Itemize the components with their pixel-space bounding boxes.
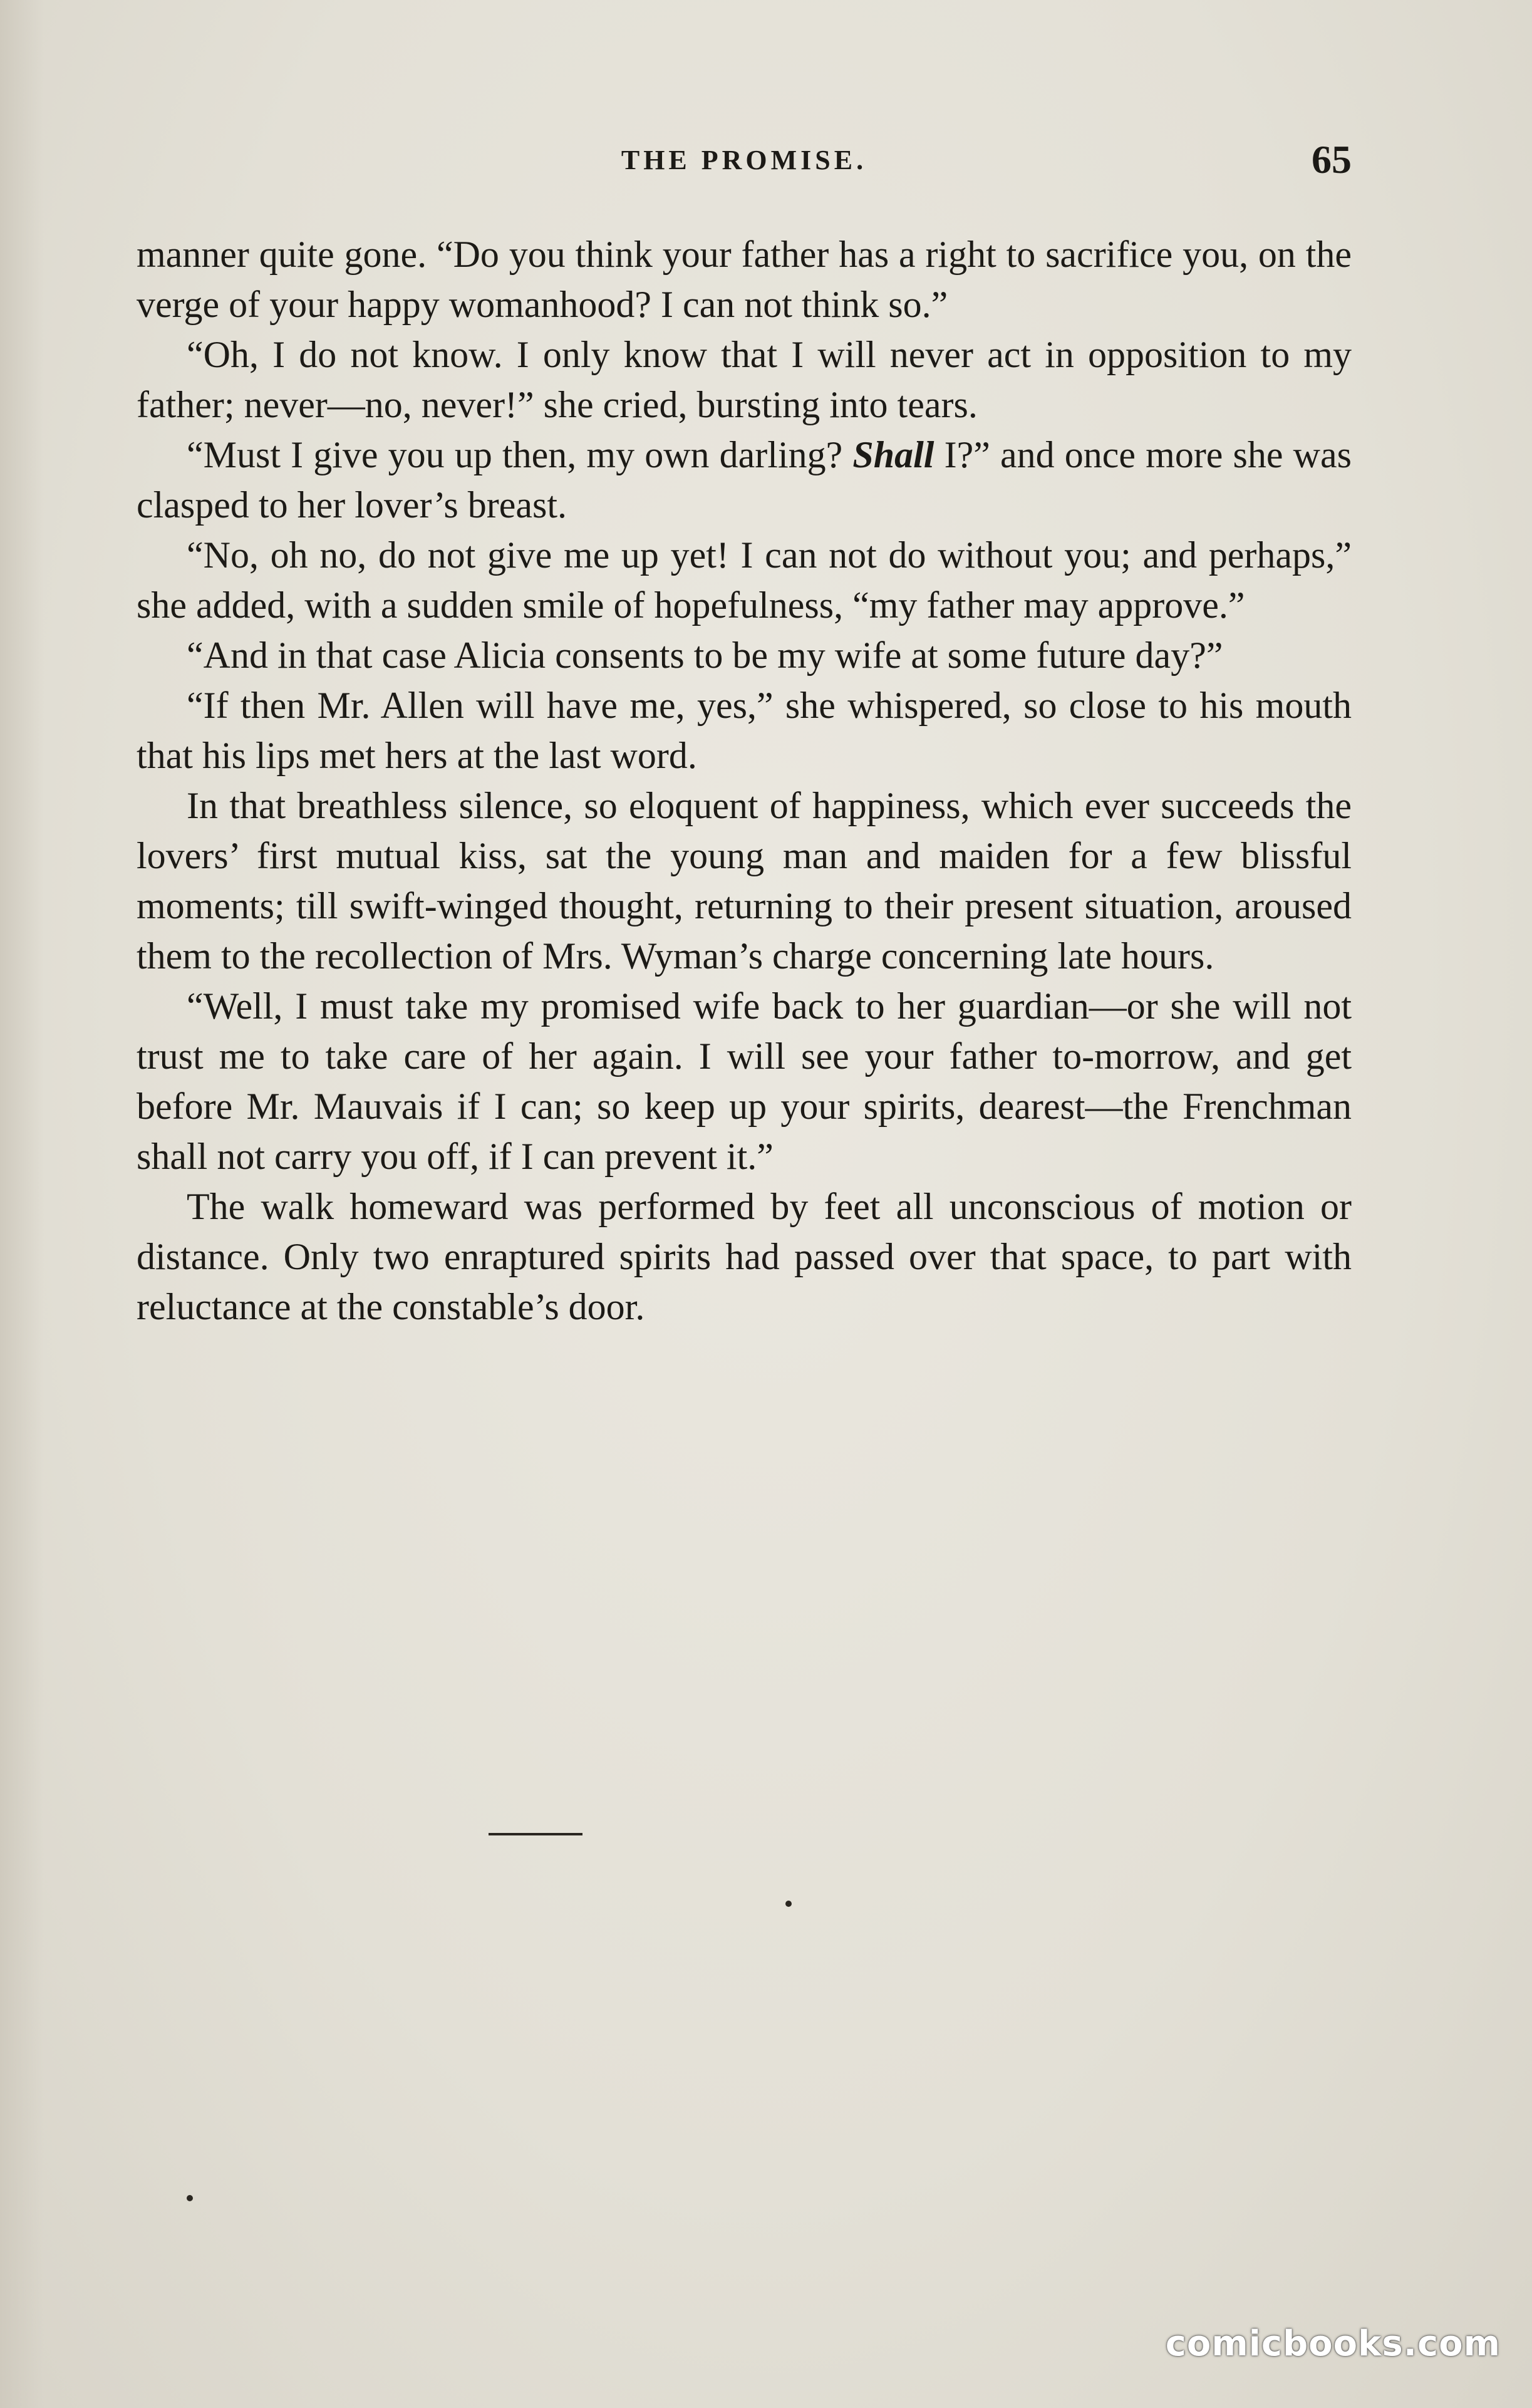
ink-speck [187, 2195, 193, 2201]
paragraph: “Oh, I do not know. I only know that I will never act in opposition to my father; never—no, never!” she cried, bursting into tears. [137, 334, 1352, 425]
emphasized-word: Shall [852, 434, 934, 475]
paragraph: The walk homeward was performed by feet all unconscious of motion or distance. Only two enraptured spirits had passed over that space, to part with reluctance at the constable’s door. [137, 1186, 1352, 1327]
paragraph: “Well, I must take my promised wife back to her guardian—or she will not trust me to take care of her again. I will see your father to-morrow, and get before Mr. Mauvais if I can; so keep up your spirits, dearest—the Frenchman shall not carry you off, if I can prevent it.” [137, 985, 1352, 1177]
ink-speck [785, 1901, 792, 1907]
paragraph [137, 430, 1352, 530]
paragraph-text: I?” and once more she was clasped to her lover’s breast. [137, 434, 1352, 526]
paragraph: “If then Mr. Allen will have me, yes,” she whispered, so close to his mouth that his lips met hers at the last word. [137, 685, 1352, 776]
section-end-rule [489, 1833, 582, 1835]
paragraph: “No, oh no, do not give me up yet! I can not do without you; and perhaps,” she added, with a sudden smile of hopefulness, “my father may approve.” [137, 534, 1352, 626]
page-number: 65 [1312, 137, 1352, 182]
body-text [137, 229, 1352, 1332]
running-head [137, 132, 1352, 194]
paragraph: manner quite gone. “Do you think your father has a right to sacrifice you, on the verge of your happy womanhood? I can not think so.” [137, 234, 1352, 325]
watermark-text: comicbooks.com [1165, 2323, 1501, 2364]
page-gutter-shadow [0, 0, 44, 2408]
paragraph: “And in that case Alicia consents to be my wife at some future day?” [187, 635, 1223, 676]
paragraph-text: “Must I give you up then, my own darling? [187, 434, 853, 475]
running-title: THE PROMISE. [621, 145, 867, 175]
paragraph: In that breathless silence, so eloquent of happiness, which ever succeeds the lovers’ first mutual kiss, sat the young man and maiden for a few blissful moments; till swift-winged thought, returning to their present situation, aroused them to the recollection of Mrs. Wyman’s charge concerning late hours. [137, 785, 1352, 977]
